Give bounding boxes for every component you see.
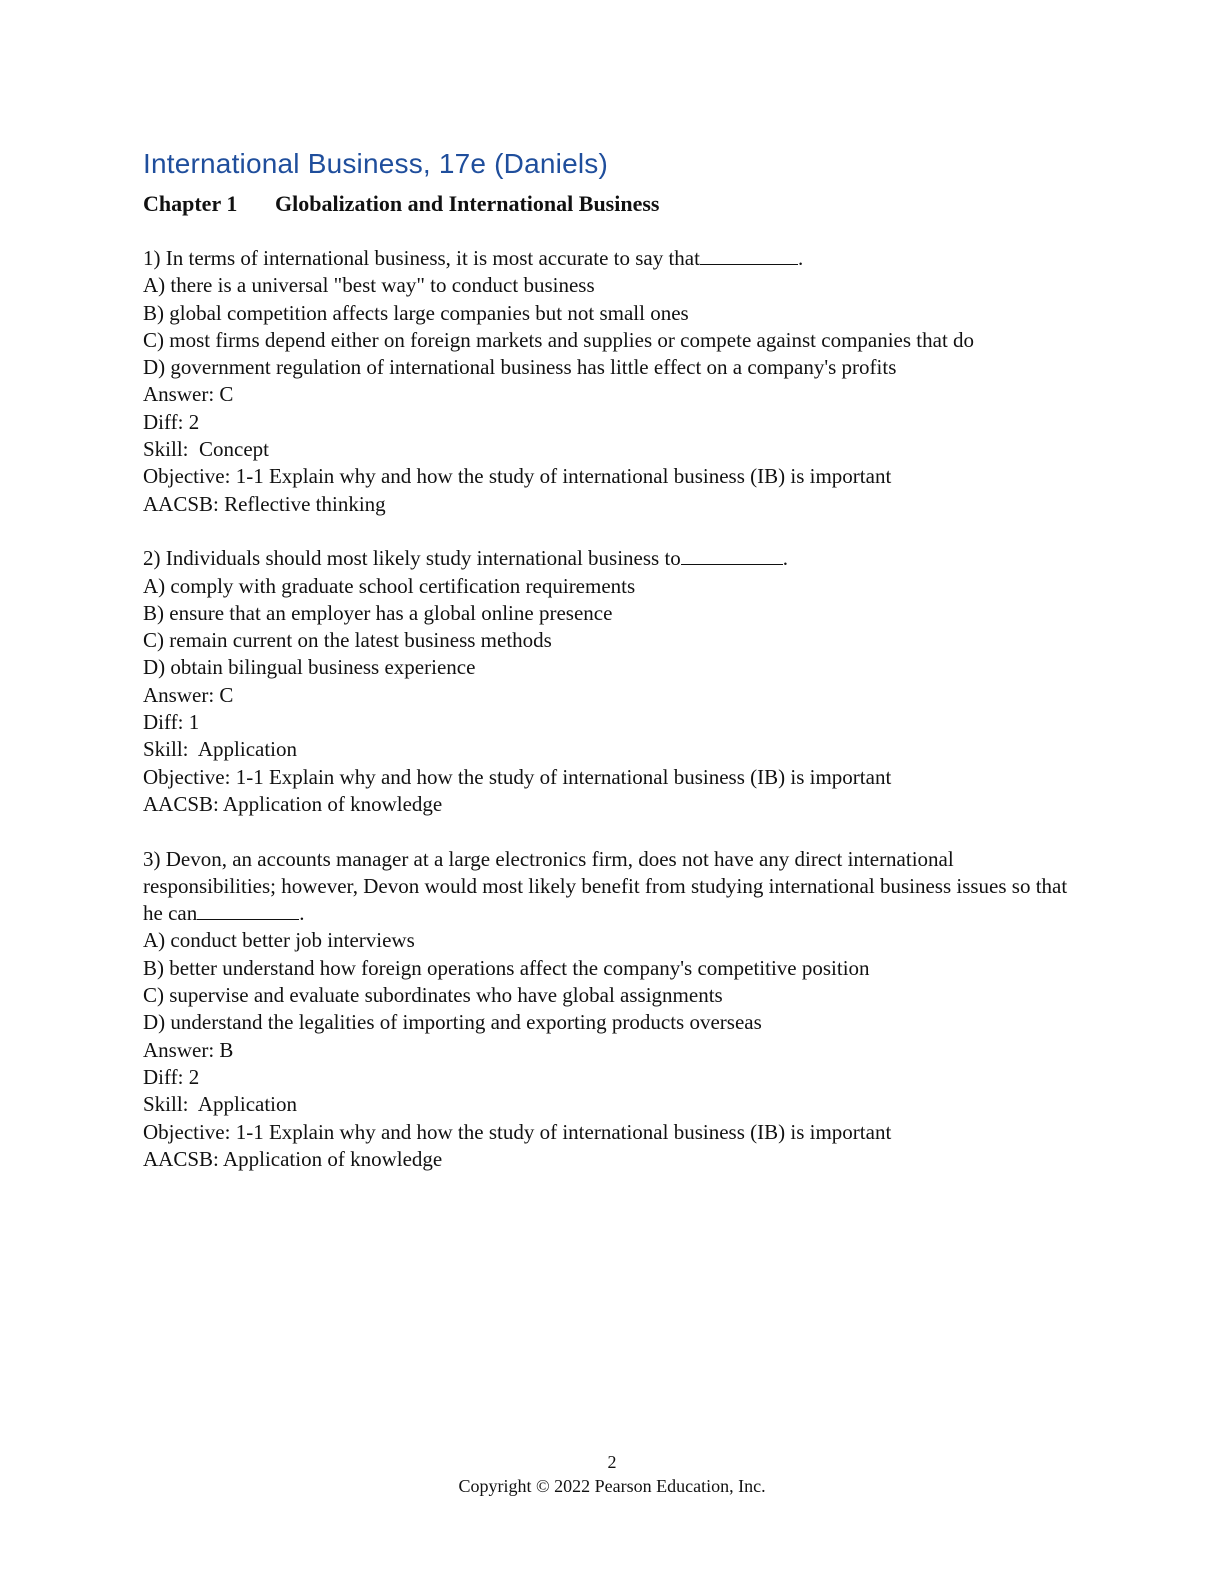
option-b: B) better understand how foreign operations affect the company's competitive position xyxy=(143,955,870,980)
question-1 xyxy=(143,245,1073,518)
chapter-number: Chapter 1 xyxy=(143,191,238,216)
option-a: A) there is a universal "best way" to conduct business xyxy=(143,273,595,298)
option-c: C) remain current on the latest business methods xyxy=(143,628,552,653)
question-list xyxy=(143,245,1073,1200)
book-title: International Business, 17e (Daniels) xyxy=(143,148,608,179)
objective: Objective: 1-1 Explain why and how the study of international business (IB) is important xyxy=(143,464,892,489)
objective: Objective: 1-1 Explain why and how the study of international business (IB) is important xyxy=(143,764,892,789)
question-stem: 2) Individuals should most likely study international business to . xyxy=(143,546,789,571)
answer-blank xyxy=(700,246,798,265)
answer-blank xyxy=(681,546,783,565)
objective: Objective: 1-1 Explain why and how the study of international business (IB) is important xyxy=(143,1119,892,1144)
answer-blank xyxy=(197,901,299,920)
question-2 xyxy=(143,545,1073,818)
aacsb: AACSB: Reflective thinking xyxy=(143,491,386,516)
question-stem: 1) In terms of international business, it is most accurate to say that . xyxy=(143,246,804,270)
option-c: C) most firms depend either on foreign markets and supplies or compete against companies that do xyxy=(143,327,975,352)
difficulty: Diff: 2 xyxy=(143,409,200,434)
skill: Skill: Concept xyxy=(143,437,269,462)
aacsb: AACSB: Application of knowledge xyxy=(143,1146,443,1171)
option-d: D) understand the legalities of importing and exporting products overseas xyxy=(143,1010,762,1035)
option-c: C) supervise and evaluate subordinates who have global assignments xyxy=(143,983,723,1008)
difficulty: Diff: 2 xyxy=(143,1064,200,1089)
skill: Skill: Application xyxy=(143,737,298,762)
chapter-title: Globalization and International Business xyxy=(275,191,660,216)
option-d: D) government regulation of international business has little effect on a company's profits xyxy=(143,355,897,380)
difficulty: Diff: 1 xyxy=(143,710,200,735)
question-stem: 3) Devon, an accounts manager at a large electronics firm, does not have any direct international responsibilities; however, Devon would most likely benefit from studying international business issues so that he can . xyxy=(143,846,1068,926)
option-b: B) global competition affects large companies but not small ones xyxy=(143,300,689,325)
copyright-notice: Copyright © 2022 Pearson Education, Inc. xyxy=(458,1476,766,1496)
option-d: D) obtain bilingual business experience xyxy=(143,655,476,680)
answer: Answer: B xyxy=(143,1037,234,1062)
option-a: A) comply with graduate school certification requirements xyxy=(143,573,636,598)
aacsb: AACSB: Application of knowledge xyxy=(143,791,443,816)
answer: Answer: C xyxy=(143,682,234,707)
chapter-heading xyxy=(143,191,659,217)
page-number: 2 xyxy=(607,1452,617,1472)
question-3 xyxy=(143,846,1073,1174)
skill: Skill: Application xyxy=(143,1092,298,1117)
option-a: A) conduct better job interviews xyxy=(143,928,415,953)
answer: Answer: C xyxy=(143,382,234,407)
option-b: B) ensure that an employer has a global online presence xyxy=(143,600,613,625)
